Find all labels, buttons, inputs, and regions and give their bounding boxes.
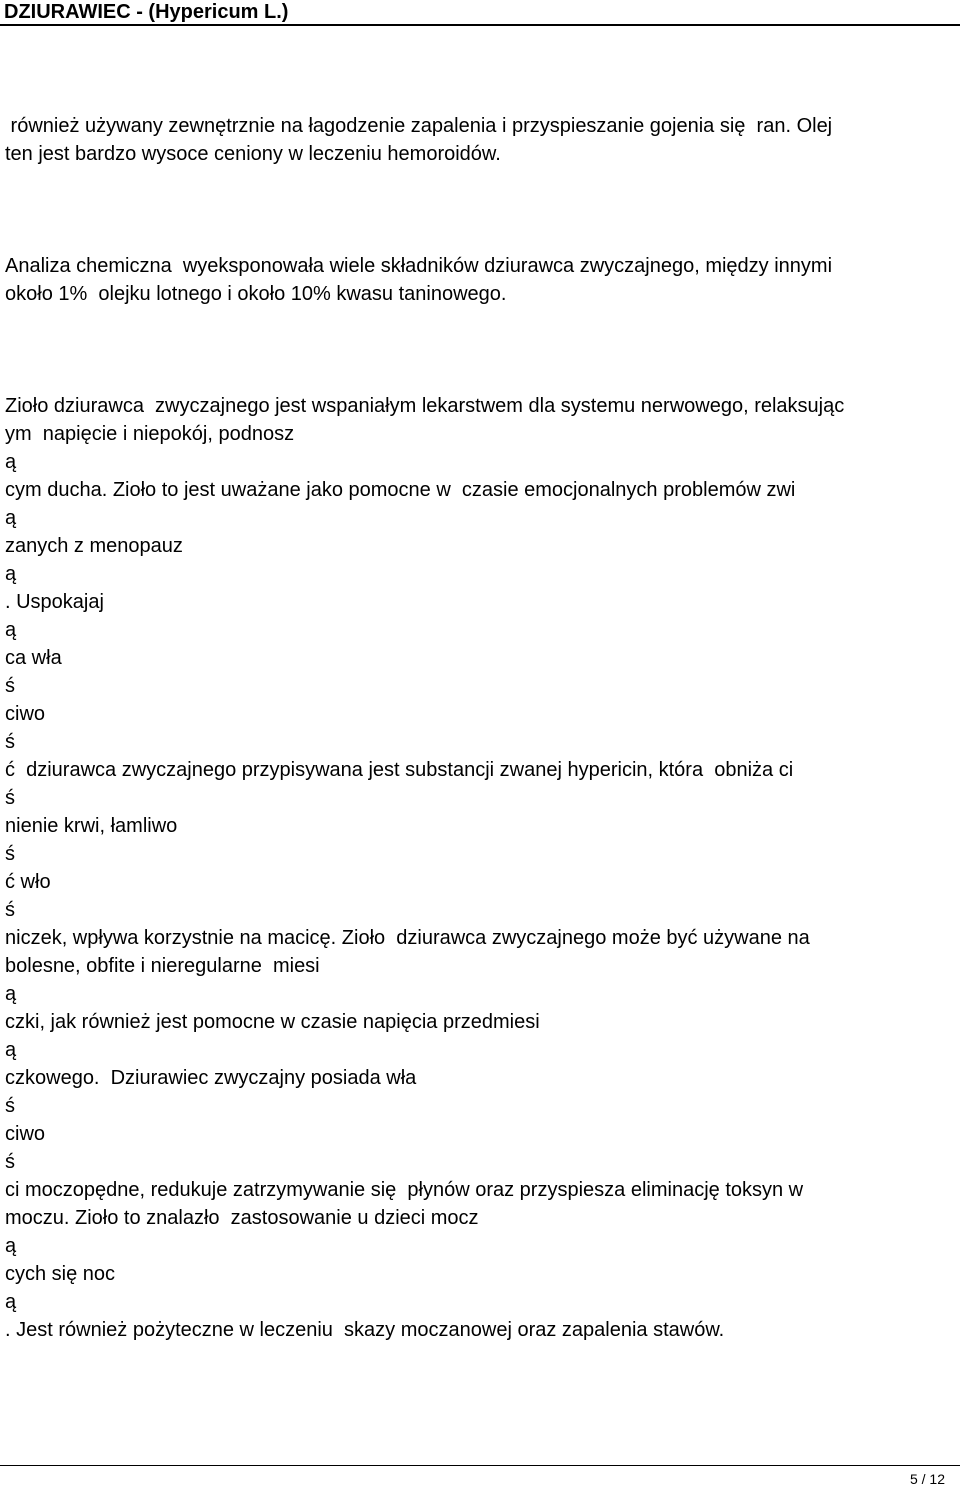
text-line: ą [5,1039,17,1061]
text-line: ą [5,451,17,473]
paragraph-1 [5,112,955,168]
text-line: ten jest bardzo wysoce ceniony w leczeniu hemoroidów. [5,143,501,165]
text-line: ą [5,1235,17,1257]
text-line: ć wło [5,871,51,893]
paragraph-3 [5,392,955,1344]
text-line: ym napięcie i niepokój, podnosz [5,423,295,445]
document-body [5,112,955,1344]
text-line: ć dziurawca zwyczajnego przypisywana jest substancji zwanej hypericin, która obniża ci [5,759,794,781]
text-line: zanych z menopauz [5,535,183,557]
text-line: ą [5,563,17,585]
text-line: ą [5,983,17,1005]
text-line: około 1% olejku lotnego i około 10% kwasu taninowego. [5,283,507,305]
text-line: . Jest również pożyteczne w leczeniu skazy moczanowej oraz zapalenia stawów. [5,1319,725,1341]
page-header [0,0,960,27]
document-title: DZIURAWIEC - (Hypericum L.) [4,1,289,23]
text-line: cych się noc [5,1263,116,1285]
text-line: czkowego. Dziurawiec zwyczajny posiada wła [5,1067,417,1089]
paragraph-spacing [5,168,955,252]
text-line: ś [5,843,15,865]
header-divider [0,24,960,26]
text-line: nienie krwi, łamliwo [5,815,178,837]
text-line: ą [5,1291,17,1313]
text-line: Zioło dziurawca zwyczajnego jest wspaniałym lekarstwem dla systemu nerwowego, relaksując [5,395,845,417]
text-line: ś [5,787,15,809]
text-line: ś [5,1095,15,1117]
footer-divider [0,1465,960,1466]
text-line: ciwo [5,1123,46,1145]
text-line: Analiza chemiczna wyeksponowała wiele składników dziurawca zwyczajnego, między innymi [5,255,833,277]
text-line: bolesne, obfite i nieregularne miesi [5,955,320,977]
paragraph-2 [5,252,955,308]
page-number: 5 / 12 [909,1471,945,1487]
text-line: również używany zewnętrznie na łagodzenie zapalenia i przyspieszanie gojenia się ran. Olej [5,115,833,137]
text-line: ś [5,1151,15,1173]
text-line: moczu. Zioło to znalazło zastosowanie u dzieci mocz [5,1207,479,1229]
text-line: ca wła [5,647,62,669]
text-line: niczek, wpływa korzystnie na macicę. Zioło dziurawca zwyczajnego może być używane na [5,927,810,949]
text-line: ą [5,619,17,641]
text-line: cym ducha. Zioło to jest uważane jako pomocne w czasie emocjonalnych problemów zwi [5,479,796,501]
text-line: . Uspokajaj [5,591,104,613]
text-line: ś [5,899,15,921]
paragraph-spacing [5,308,955,392]
text-line: ci moczopędne, redukuje zatrzymywanie się płynów oraz przyspiesza eliminację toksyn w [5,1179,804,1201]
text-line: ciwo [5,703,46,725]
text-line: czki, jak również jest pomocne w czasie napięcia przedmiesi [5,1011,540,1033]
text-line: ą [5,507,17,529]
text-line: ś [5,731,15,753]
text-line: ś [5,675,15,697]
